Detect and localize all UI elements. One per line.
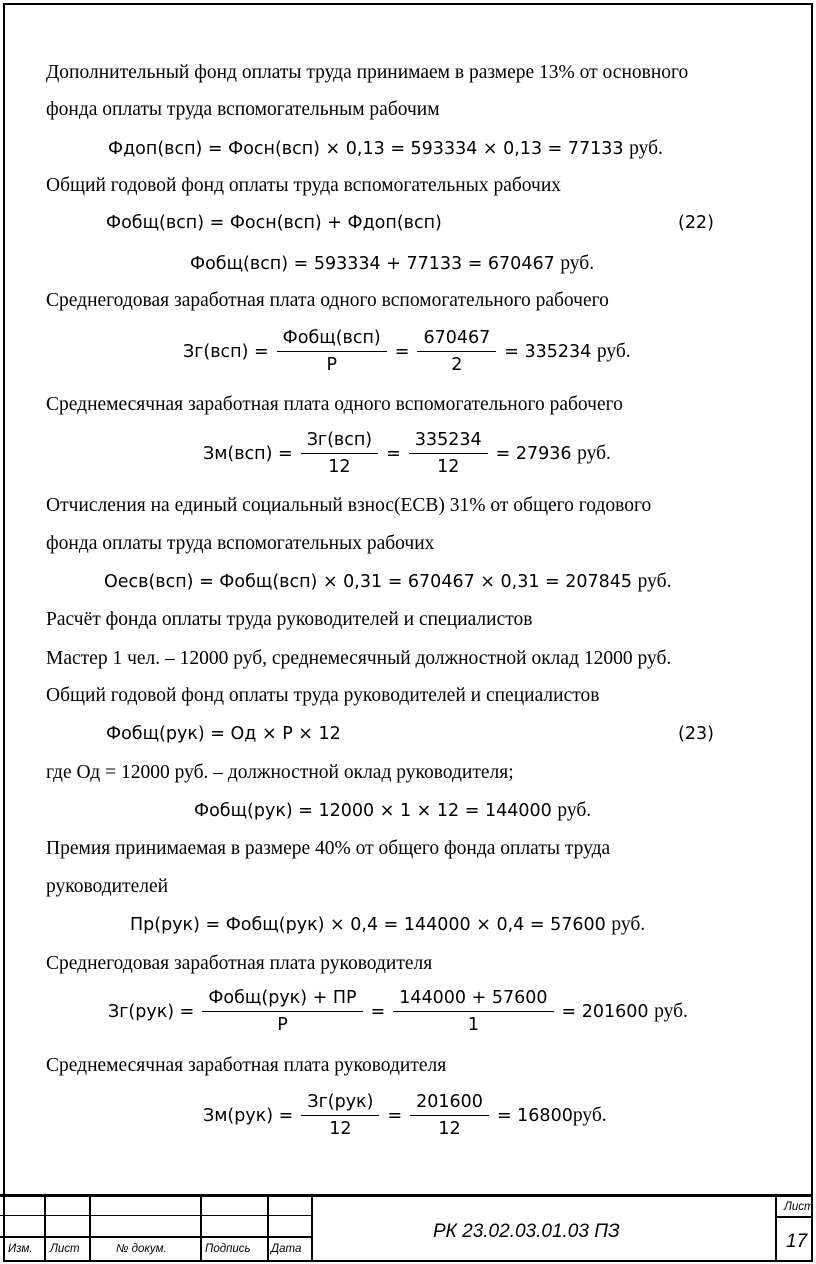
- col-izm-label: Изм.: [8, 1243, 33, 1255]
- formula-total-fund: Фобщ(всп) = 593334 + 77133 = 670467 руб.: [190, 253, 595, 274]
- paragraph: Премия принимаемая в размере 40% от общего фонда оплаты труда: [46, 838, 611, 859]
- paragraph: Среднегодовая заработная плата одного вспомогательного рабочего: [46, 290, 609, 311]
- formula-annual-salary: Зг(всп) = $\frac{\text{Фобщ(всп)}}{Р}$ = $\frac{670467}{2}$ = 335234 руб.: [183, 328, 631, 375]
- formula-esv: Оесв(всп) = Фобщ(всп) × 0,31 = 670467 × 0,31 = 207845 руб.: [104, 571, 672, 592]
- paragraph: Дополнительный фонд оплаты труда принимаем в размере 13% от основного: [46, 62, 689, 83]
- paragraph: фонда оплаты труда вспомогательным рабочим: [46, 99, 440, 120]
- document-code: РК 23.02.03.01.03 ПЗ: [433, 1221, 620, 1242]
- sheet-number: 17: [786, 1231, 808, 1252]
- paragraph: Среднемесячная заработная плата одного вспомогательного рабочего: [46, 394, 623, 415]
- col-date-label: Дата: [271, 1243, 302, 1255]
- paragraph: Мастер 1 чел. – 12000 руб, среднемесячный должностной оклад 12000 руб.: [46, 648, 672, 669]
- paragraph: руководителей: [46, 876, 169, 897]
- paragraph: фонда оплаты труда вспомогательных рабочих: [46, 533, 435, 554]
- paragraph: Среднемесячная заработная плата руководителя: [46, 1055, 447, 1076]
- formula-manager-monthly: Зм(рук) = $\frac{\text{Зг(рук)}}{12}$ = $\frac{201600}{12}$ = 16800 руб.: [203, 1092, 607, 1139]
- paragraph: Среднегодовая заработная плата руководителя: [46, 953, 433, 974]
- title-block: [0, 1194, 813, 1260]
- formula-23: Фобщ(рук) = Од × Р × 12: [106, 724, 341, 744]
- formula-bonus: Пр(рук) = Фобщ(рук) × 0,4 = 144000 × 0,4 = 57600 руб.: [130, 914, 646, 935]
- col-doc-label: № докум.: [116, 1243, 167, 1255]
- paragraph: Общий годовой фонд оплаты труда вспомогательных рабочих: [46, 175, 562, 196]
- paragraph: Отчисления на единый социальный взнос(ЕСВ) 31% от общего годового: [46, 495, 652, 516]
- col-sign-label: Подпись: [205, 1243, 251, 1255]
- paragraph: где Од = 12000 руб. – должностной оклад руководителя;: [46, 762, 514, 783]
- formula-manager-annual: Зг(рук) = $\frac{\text{Фобщ(рук) + ПР}}{Р}$ = $\frac{144000 + 57600}{1}$ = 201600 руб.: [108, 988, 688, 1035]
- paragraph: Расчёт фонда оплаты труда руководителей и специалистов: [46, 609, 533, 630]
- formula-additional-fund: Фдоп(всп) = Фосн(всп) × 0,13 = 593334 × 0,13 = 77133 руб.: [108, 138, 663, 159]
- paragraph: Общий годовой фонд оплаты труда руководителей и специалистов: [46, 685, 600, 706]
- formula-22: Фобщ(всп) = Фосн(всп) + Фдоп(всп): [106, 213, 442, 233]
- col-list-label: Лист: [50, 1243, 80, 1255]
- formula-manager-fund: Фобщ(рук) = 12000 × 1 × 12 = 144000 руб.: [194, 800, 592, 821]
- formula-number: (23): [678, 724, 714, 744]
- formula-number: (22): [678, 213, 714, 233]
- sheet-label: Лист: [784, 1201, 814, 1213]
- formula-monthly-salary: Зм(всп) = $\frac{\text{Зг(всп)}}{12}$ = $\frac{335234}{12}$ = 27936 руб.: [203, 430, 611, 477]
